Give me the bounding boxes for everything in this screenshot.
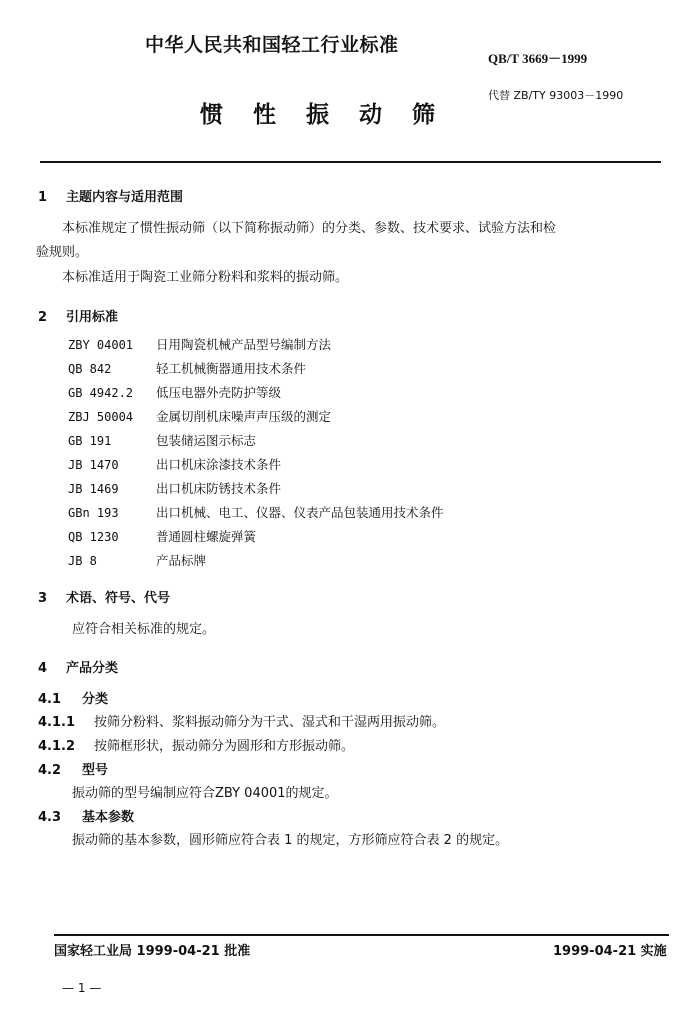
reference-code: ZBY 04001 [68, 338, 134, 352]
section-title: 主题内容与适用范围 [66, 190, 184, 205]
section-number: 4.3 [38, 810, 62, 825]
subsection-4-2-heading [38, 759, 108, 778]
subsection-4-1-heading [38, 688, 108, 707]
reference-name: 金属切削机床噪声声压级的测定 [156, 409, 332, 424]
section-1-heading [38, 186, 183, 205]
reference-name: 出口机械、电工、仪器、仪表产品包装通用技术条件 [156, 505, 444, 520]
reference-name: 普通圆柱螺旋弹簧 [156, 529, 257, 544]
reference-item [68, 383, 281, 401]
section-title: 型号 [82, 763, 109, 778]
section-1-scope-paragraph: 本标准适用于陶瓷工业筛分粉料和浆料的振动筛。 [62, 270, 349, 285]
section-1-paragraph-line: 本标准规定了惯性振动筛（以下简称振动筛）的分类、参数、技术要求、试验方法和检 [62, 221, 557, 236]
section-number: 4.1 [38, 692, 62, 707]
standard-organization: 中华人民共和国轻工行业标准 [145, 34, 399, 56]
section-number: 1 [38, 190, 48, 205]
reference-item [68, 455, 281, 473]
section-3-heading [38, 587, 170, 606]
section-title: 分类 [82, 692, 109, 707]
page-number: — 1 — [62, 981, 102, 995]
reference-code: GB 191 [68, 434, 112, 448]
reference-code: JB 1469 [68, 482, 119, 496]
clause-4-1-2 [38, 735, 354, 754]
section-title: 基本参数 [82, 810, 135, 825]
reference-item [68, 551, 206, 569]
reference-code: GBn 193 [68, 506, 119, 520]
subsection-4-3-heading [38, 806, 134, 825]
top-divider [40, 161, 661, 163]
reference-code: JB 1470 [68, 458, 119, 472]
section-3-paragraph: 应符合相关标准的规定。 [72, 622, 216, 637]
reference-item [68, 431, 256, 449]
reference-name: 日用陶瓷机械产品型号编制方法 [156, 337, 332, 352]
reference-name: 产品标牌 [156, 553, 207, 568]
section-title: 术语、符号、代号 [66, 591, 171, 606]
section-number: 4.2 [38, 763, 62, 778]
reference-item [68, 479, 281, 497]
reference-name: 出口机床涂漆技术条件 [156, 457, 282, 472]
reference-code: ZBJ 50004 [68, 410, 134, 424]
section-title: 产品分类 [66, 661, 119, 676]
section-4-heading [38, 657, 118, 676]
reference-code: QB 842 [68, 362, 112, 376]
reference-code: JB 8 [68, 554, 97, 568]
replaces-note: 代替 ZB/TY 93003－1990 [488, 89, 624, 102]
section-1-paragraph-line: 验规则。 [36, 245, 89, 260]
section-title: 引用标准 [66, 310, 119, 325]
bottom-divider [54, 934, 669, 936]
reference-item [68, 407, 331, 425]
implementation-date: 1999-04-21 实施 [553, 944, 667, 959]
reference-item [68, 359, 306, 377]
reference-name: 出口机床防锈技术条件 [156, 481, 282, 496]
reference-name: 包装储运图示标志 [156, 433, 257, 448]
clause-number: 4.1.1 [38, 715, 76, 730]
section-2-heading [38, 306, 118, 325]
section-number: 4 [38, 661, 48, 676]
subsection-4-2-text: 振动筛的型号编制应符合ZBY 04001的规定。 [72, 786, 338, 801]
reference-name: 低压电器外壳防护等级 [156, 385, 282, 400]
section-number: 3 [38, 591, 48, 606]
approval-note: 国家轻工业局 1999-04-21 批准 [54, 944, 251, 959]
subsection-4-3-text: 振动筛的基本参数，圆形筛应符合表 1 的规定，方形筛应符合表 2 的规定。 [72, 833, 509, 848]
reference-code: GB 4942.2 [68, 386, 134, 400]
reference-name: 轻工机械衡器通用技术条件 [156, 361, 307, 376]
document-title: 惯 性 振 动 筛 [200, 102, 447, 128]
reference-item [68, 503, 444, 521]
standard-code: QB/T 3669－1999 [488, 51, 588, 66]
clause-number: 4.1.2 [38, 739, 76, 754]
reference-code: QB 1230 [68, 530, 119, 544]
reference-item [68, 335, 331, 353]
reference-item [68, 527, 256, 545]
clause-text: 按筛框形状，振动筛分为圆形和方形振动筛。 [94, 739, 355, 754]
clause-4-1-1 [38, 711, 445, 730]
section-number: 2 [38, 310, 48, 325]
clause-text: 按筛分粉料、浆料振动筛分为干式、湿式和干湿两用振动筛。 [94, 715, 446, 730]
